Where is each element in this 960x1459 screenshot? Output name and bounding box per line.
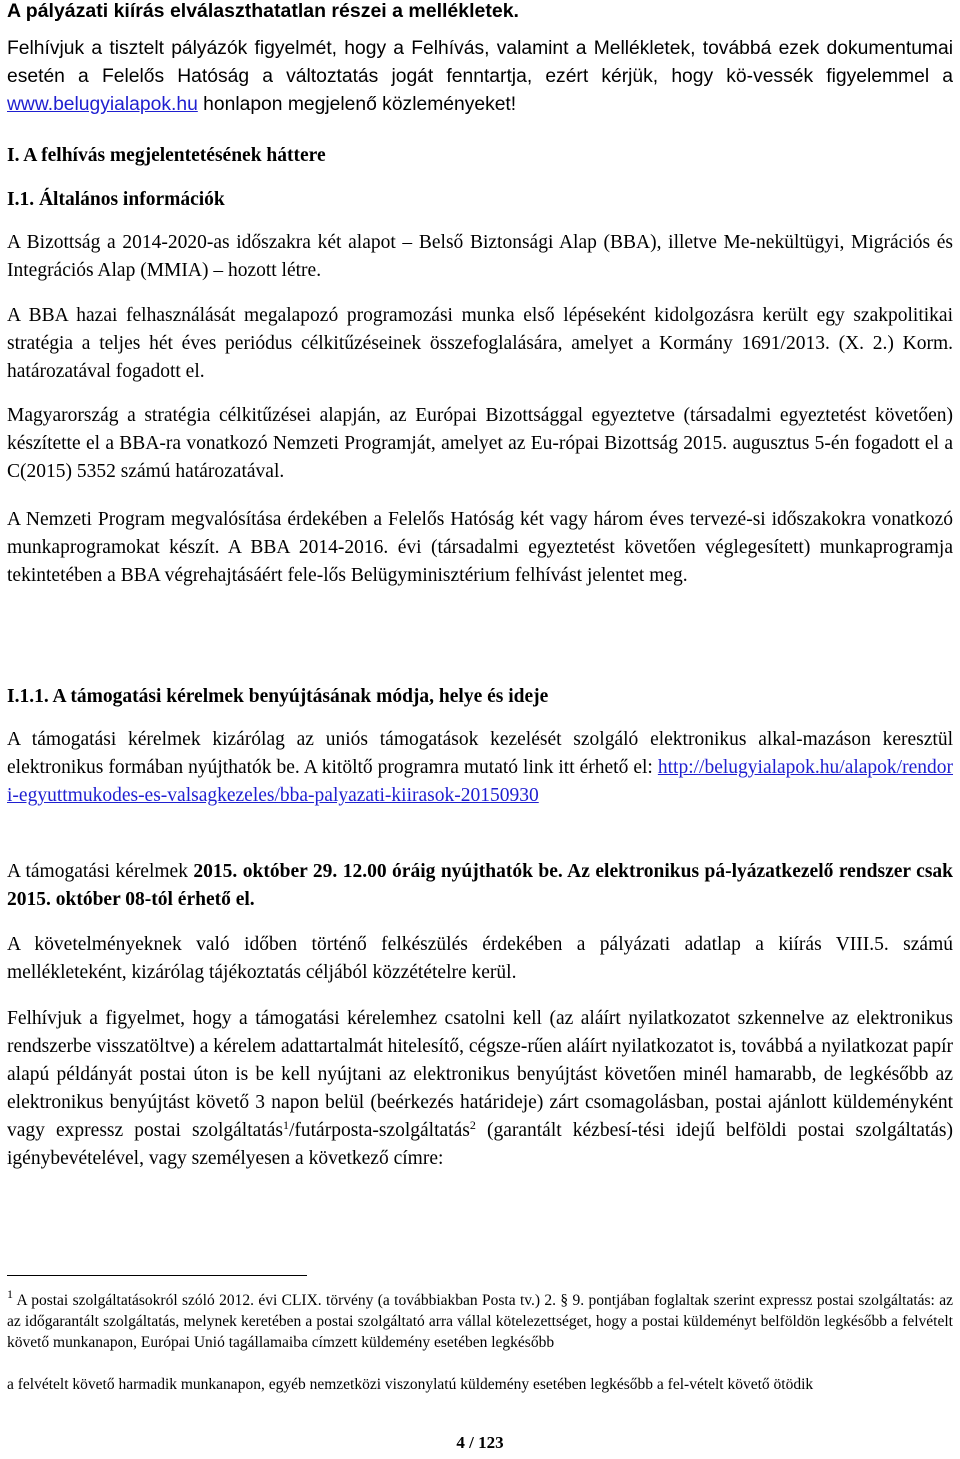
footnote-separator (7, 1275, 307, 1276)
intro-text-before-link: Felhívjuk a tisztelt pályázók figyelmét, hogy a Felhívás, valamint a Mellékletek, továbbá ezek dokumentumai esetén a Felelős Hatóság a változtatás jogát fenntartja, ezért kérjük, hogy kö-vessék figyelemmel a (7, 38, 953, 87)
footnote-text-part-1: A postai szolgáltatásokról szóló 2012. évi CLIX. törvény (a továbbiakban Posta tv.) 2. § 9. pontjában foglaltak szerint expressz postai szolgáltatás: az az időgarantált szolgáltatás, melynek keretében a postai szolgáltató arra vállal kötelezettséget, hogy a postai küldeményt belföldön legkésőbb a felvételt követő munkanapon, Európai Unió tagállamaiba címzett küldemény esetében legkésőbb (7, 1292, 953, 1351)
section-1-1-1-heading: I.1.1. A támogatási kérelmek benyújtásának módja, helye és ideje (7, 686, 549, 707)
attachments-notice-heading: A pályázati kiírás elválaszthatatlan részei a mellékletek. (7, 0, 519, 22)
section-1-1-paragraph-3: Magyarország a stratégia célkitűzései alapján, az Európai Bizottsággal egyeztetve (társadalmi egyeztetést követően) készítette el a BBA-ra vonatkozó Nemzeti Programját, amelyet az Eu-rópai Bizottság 2015. augusztus 5-én fogadott el a C(2015) 5352 számú határozatával. (7, 405, 953, 482)
footnote-marker: 1 (7, 1287, 13, 1301)
declaration-text-a: Felhívjuk a figyelmet, hogy a támogatási kérelemhez csatolni kell (az aláírt nyilatkozatot szkennelve az elektronikus rendszerbe visszatöltve) a kérelem adattartalmát hitelesítő, cégsze-rűen aláírt nyilatkozatot is, továbbá a nyilatkozat papír alapú példányát postai úton is be kell nyújtani az elektronikus benyújtást követően minél hamarabb, de legkésőbb az elektronikus benyújtást követő 3 napon belül (beérkezés határideje) zárt csomagolásban, postai ajánlott küldeményként vagy expressz postai szolgáltatás (7, 1008, 953, 1141)
section-1-1-1-paragraph-4 (7, 1005, 953, 1173)
deadline-intro-text: A támogatási kérelmek (7, 861, 194, 882)
section-1-1-paragraph-1: A Bizottság a 2014-2020-as időszakra két alapot – Belső Biztonsági Alap (BBA), illetve Me-nekültügyi, Migrációs és Integrációs Alap (MMIA) – hozott létre. (7, 232, 953, 281)
section-1-1-paragraph-4: A Nemzeti Program megvalósítása érdekében a Felelős Hatóság két vagy három éves tervezé-si időszakokra vonatkozó munkaprogramokat készít. A BBA 2014-2016. évi (társadalmi egyeztetést követően véglegesített) munkaprogramja tekintetében a BBA végrehajtásáért fele-lős Belügyminisztérium felhívást jelentet meg. (7, 509, 953, 586)
footnote-ref-1[interactable]: 1 (282, 1118, 289, 1132)
section-1-1-1-paragraph-3: A követelményeknek való időben történő felkészülés érdekében a pályázati adatlap a kiírás VIII.5. számú mellékleteként, kizárólag tájékoztatás céljából közzétételre kerül. (7, 934, 953, 983)
intro-text-after-link: honlapon megjelenő közleményeket! (197, 94, 517, 115)
belugyialapok-link[interactable]: www.belugyialapok.hu (7, 94, 198, 115)
submission-app-text: A támogatási kérelmek kizárólag az uniós támogatások kezelését szolgáló elektronikus alkal-mazáson keresztül elektronikus formában nyújthatók be. A kitöltő programra mutató link itt érhető el: (7, 729, 953, 778)
form-program-link[interactable]: http://belugyialapok.hu/alapok/rendori-egyuttmukodes-es-valsagkezeles/bba-palyazati-kiirasok-20150930 (7, 757, 953, 806)
page-number: 4 / 123 (456, 1433, 504, 1452)
deadline-bold-text: 2015. október 29. 12.00 óráig nyújthatók be. Az elektronikus pá-lyázatkezelő rendszer csak 2015. október 08-tól érhető el. (7, 861, 953, 910)
footnote-1 (7, 1287, 953, 1353)
section-1-1-1-paragraph-1 (7, 726, 953, 810)
intro-paragraph (7, 35, 953, 119)
section-1-1-paragraph-2: A BBA hazai felhasználását megalapozó programozási munka első lépéseként kidolgozásra került egy szakpolitikai stratégia a teljes hét éves periódus célkitűzéseinek összefoglalására, amelyet a Kormány 1691/2013. (X. 2.) Korm. határozatával fogadott el. (7, 305, 953, 382)
footnote-1-continued: a felvételt követő harmadik munkanapon, egyéb nemzetközi viszonylatú küldemény esetében legkésőbb a fel-vételt követő ötödik (7, 1376, 814, 1393)
section-1-heading: I. A felhívás megjelentetésének háttere (7, 145, 326, 166)
declaration-text-c: (garantált kézbesí-tési idejű belföldi postai szolgáltatás) igénybevételével, vagy személyesen a következő címre: (7, 1120, 954, 1169)
section-1-1-heading: I.1. Általános információk (7, 189, 225, 210)
section-1-1-1-paragraph-2 (7, 858, 953, 914)
footnote-ref-2[interactable]: 2 (469, 1118, 476, 1132)
declaration-text-b: /futárposta-szolgáltatás (288, 1120, 470, 1141)
